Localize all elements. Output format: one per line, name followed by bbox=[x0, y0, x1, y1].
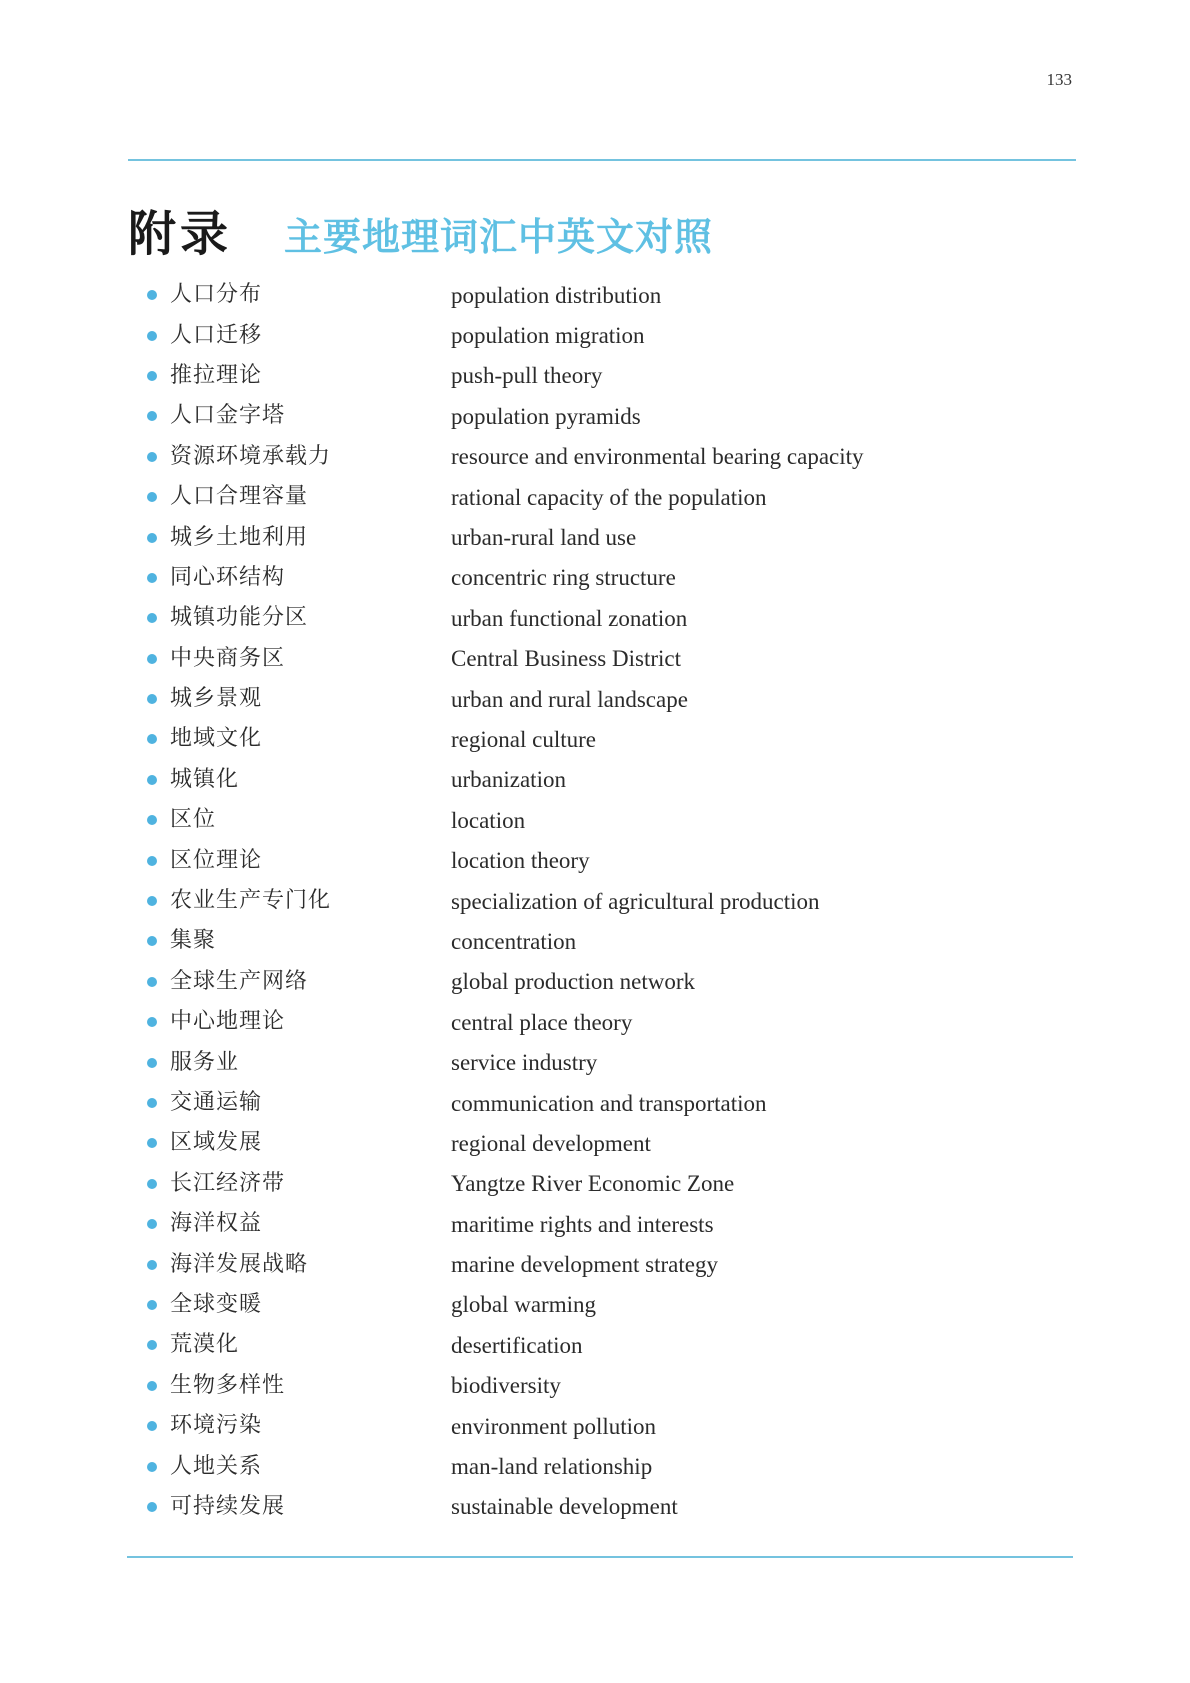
term-english: regional development bbox=[451, 1130, 651, 1156]
bullet-icon bbox=[147, 856, 157, 866]
term-english: concentric ring structure bbox=[451, 565, 676, 591]
term-english: location bbox=[451, 807, 526, 833]
term-chinese: 人口分布 bbox=[170, 282, 263, 308]
bullet-icon bbox=[147, 1421, 157, 1431]
term-chinese: 中央商务区 bbox=[170, 645, 286, 671]
bullet-icon bbox=[147, 936, 157, 946]
list-item bbox=[147, 760, 1047, 800]
list-item bbox=[147, 639, 1047, 679]
term-english: service industry bbox=[451, 1050, 598, 1076]
bullet-icon bbox=[147, 815, 157, 825]
list-item bbox=[147, 1042, 1047, 1082]
list-item bbox=[147, 558, 1047, 598]
bullet-icon bbox=[147, 1138, 157, 1148]
term-chinese: 荒漠化 bbox=[170, 1332, 240, 1358]
term-chinese: 城镇功能分区 bbox=[170, 605, 309, 631]
term-chinese: 人口迁移 bbox=[170, 322, 263, 348]
list-item bbox=[147, 315, 1047, 355]
term-english: population pyramids bbox=[451, 403, 641, 429]
term-english: rational capacity of the population bbox=[451, 484, 767, 510]
term-english: communication and transportation bbox=[451, 1090, 767, 1116]
bullet-icon bbox=[147, 573, 157, 583]
term-chinese: 交通运输 bbox=[170, 1090, 263, 1115]
list-item bbox=[147, 275, 1047, 315]
list-item bbox=[147, 1002, 1047, 1042]
term-chinese: 人口金字塔 bbox=[170, 403, 286, 429]
bullet-icon bbox=[147, 1260, 157, 1270]
term-english: global warming bbox=[451, 1292, 596, 1318]
list-item bbox=[147, 598, 1047, 638]
list-item bbox=[147, 719, 1047, 759]
term-english: global production network bbox=[451, 969, 696, 995]
term-english: environment pollution bbox=[451, 1413, 657, 1439]
list-item bbox=[147, 1406, 1047, 1446]
bullet-icon bbox=[147, 371, 157, 381]
list-item bbox=[147, 477, 1047, 517]
bullet-icon bbox=[147, 1017, 157, 1027]
bullet-icon bbox=[147, 694, 157, 704]
term-english: resource and environmental bearing capacity bbox=[451, 444, 864, 470]
appendix-heading bbox=[128, 195, 713, 264]
term-english: urban and rural landscape bbox=[451, 686, 688, 712]
list-item bbox=[147, 1285, 1047, 1325]
list-item bbox=[147, 1083, 1047, 1123]
term-chinese: 全球生产网络 bbox=[170, 968, 309, 994]
term-chinese: 资源环境承载力 bbox=[170, 443, 332, 469]
term-english: urban-rural land use bbox=[451, 525, 637, 551]
term-chinese: 全球变暖 bbox=[170, 1291, 263, 1317]
list-item bbox=[147, 800, 1047, 840]
bullet-icon bbox=[147, 1179, 157, 1189]
bullet-icon bbox=[147, 452, 157, 462]
term-chinese: 可持续发展 bbox=[170, 1493, 286, 1519]
list-item bbox=[147, 1487, 1047, 1527]
bullet-icon bbox=[147, 775, 157, 785]
term-chinese: 海洋权益 bbox=[170, 1211, 263, 1237]
bullet-icon bbox=[147, 654, 157, 664]
glossary-list bbox=[147, 275, 1047, 1527]
list-item bbox=[147, 840, 1047, 880]
list-item bbox=[147, 1366, 1047, 1406]
list-item bbox=[147, 1123, 1047, 1163]
page-number: 133 bbox=[1046, 70, 1072, 89]
term-english: Yangtze River Economic Zone bbox=[451, 1171, 735, 1197]
term-chinese: 推拉理论 bbox=[170, 362, 263, 388]
list-item bbox=[147, 1325, 1047, 1365]
term-english: specialization of agricultural production bbox=[451, 888, 820, 914]
term-chinese: 服务业 bbox=[170, 1049, 240, 1075]
term-english: push-pull theory bbox=[451, 363, 603, 389]
bullet-icon bbox=[147, 492, 157, 502]
term-english: marine development strategy bbox=[451, 1252, 718, 1278]
term-chinese: 人地关系 bbox=[170, 1453, 263, 1479]
term-english: urban functional zonation bbox=[451, 605, 688, 631]
term-english: desertification bbox=[451, 1332, 583, 1358]
term-chinese: 城乡土地利用 bbox=[170, 524, 309, 550]
list-item bbox=[147, 679, 1047, 719]
bullet-icon bbox=[147, 1502, 157, 1512]
heading-label: 附录 bbox=[128, 206, 233, 262]
bullet-icon bbox=[147, 1381, 157, 1391]
term-english: location theory bbox=[451, 848, 590, 874]
term-english: maritime rights and interests bbox=[451, 1211, 714, 1237]
bullet-icon bbox=[147, 977, 157, 987]
term-english: population migration bbox=[451, 323, 645, 349]
list-item bbox=[147, 1244, 1047, 1284]
list-item bbox=[147, 517, 1047, 557]
term-chinese: 长江经济带 bbox=[170, 1170, 286, 1196]
bullet-icon bbox=[147, 613, 157, 623]
list-item bbox=[147, 356, 1047, 396]
term-chinese: 区域发展 bbox=[170, 1130, 263, 1156]
top-divider bbox=[128, 159, 1076, 161]
term-english: urbanization bbox=[451, 767, 566, 793]
term-chinese: 城镇化 bbox=[170, 766, 240, 792]
bullet-icon bbox=[147, 1058, 157, 1068]
term-chinese: 海洋发展战略 bbox=[170, 1251, 309, 1277]
term-chinese: 地域文化 bbox=[170, 726, 263, 752]
bullet-icon bbox=[147, 734, 157, 744]
heading-title: 主要地理词汇中英文对照 bbox=[284, 214, 714, 259]
term-chinese: 生物多样性 bbox=[170, 1372, 286, 1398]
bullet-icon bbox=[147, 1300, 157, 1310]
bullet-icon bbox=[147, 1462, 157, 1472]
term-english: concentration bbox=[451, 928, 577, 954]
bullet-icon bbox=[147, 1098, 157, 1108]
term-chinese: 区位理论 bbox=[170, 847, 263, 873]
list-item bbox=[147, 1446, 1047, 1486]
list-item bbox=[147, 962, 1047, 1002]
term-chinese: 人口合理容量 bbox=[170, 484, 309, 510]
term-english: regional culture bbox=[451, 726, 596, 752]
list-item bbox=[147, 1204, 1047, 1244]
bullet-icon bbox=[147, 1219, 157, 1229]
term-english: biodiversity bbox=[451, 1373, 561, 1399]
term-english: sustainable development bbox=[451, 1494, 678, 1520]
list-item bbox=[147, 1164, 1047, 1204]
term-english: central place theory bbox=[451, 1009, 633, 1035]
term-chinese: 中心地理论 bbox=[170, 1009, 286, 1035]
bullet-icon bbox=[147, 1340, 157, 1350]
term-english: man-land relationship bbox=[451, 1454, 653, 1480]
bullet-icon bbox=[147, 533, 157, 543]
term-chinese: 农业生产专门化 bbox=[170, 888, 332, 914]
bullet-icon bbox=[147, 411, 157, 421]
list-item bbox=[147, 881, 1047, 921]
term-english: population distribution bbox=[451, 282, 662, 308]
term-chinese: 环境污染 bbox=[170, 1413, 263, 1439]
bullet-icon bbox=[147, 896, 157, 906]
term-chinese: 集聚 bbox=[170, 928, 217, 954]
term-chinese: 同心环结构 bbox=[170, 564, 286, 590]
list-item bbox=[147, 921, 1047, 961]
term-chinese: 区位 bbox=[170, 807, 217, 833]
list-item bbox=[147, 437, 1047, 477]
bullet-icon bbox=[147, 331, 157, 341]
list-item bbox=[147, 396, 1047, 436]
term-chinese: 城乡景观 bbox=[170, 686, 263, 712]
term-english: Central Business District bbox=[451, 646, 681, 672]
bottom-divider bbox=[127, 1556, 1073, 1558]
bullet-icon bbox=[147, 290, 157, 300]
